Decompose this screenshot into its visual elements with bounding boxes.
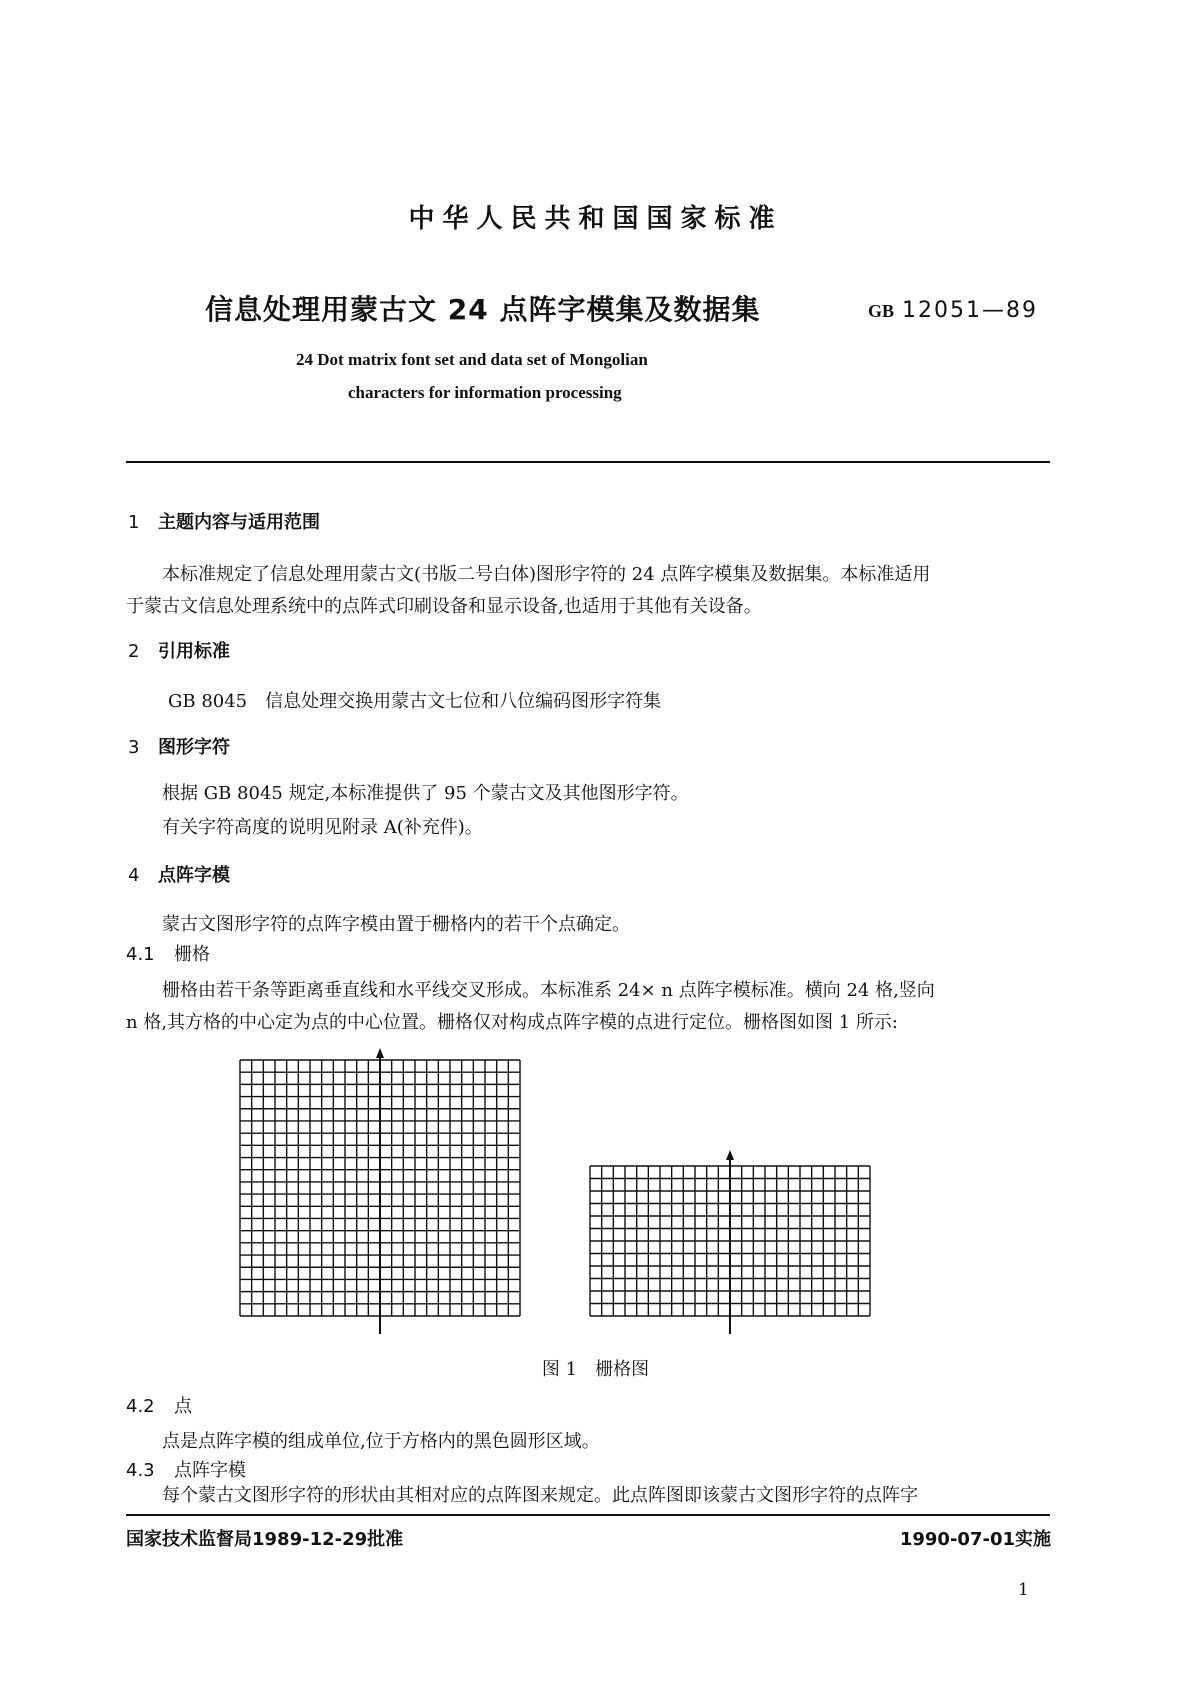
national-standard-heading: 中华人民共和国国家标准 — [408, 204, 783, 234]
section-4-2-number: 4.2 — [126, 1396, 155, 1417]
grid-diagram-left — [230, 1048, 540, 1338]
english-title-line-2: characters for information processing — [348, 383, 622, 402]
standard-code-number: 12051—89 — [902, 298, 1038, 323]
standard-code-prefix: GB — [868, 301, 895, 321]
section-2-title: 引用标准 — [158, 641, 230, 662]
section-1-heading — [128, 508, 320, 534]
section-4-1-heading — [126, 940, 210, 966]
section-4-2-heading — [126, 1392, 192, 1418]
section-1-paragraph-line-1: 本标准规定了信息处理用蒙古文(书版二号白体)图形字符的 24 点阵字模集及数据集。本标准适用 — [162, 564, 931, 585]
implementation-text: 1990-07-01实施 — [899, 1529, 1051, 1550]
page-number: 1 — [1018, 1580, 1029, 1600]
section-4-1-paragraph-line-2: n 格,其方格的中心定为点的中心位置。栅格仅对构成点阵字模的点进行定位。栅格图如图 1 所示: — [126, 1012, 898, 1033]
section-4-heading — [128, 861, 230, 887]
section-2-number: 2 — [128, 641, 140, 662]
header-rule — [126, 461, 1050, 463]
arrow-up-icon — [726, 1150, 734, 1160]
section-4-3-number: 4.3 — [126, 1460, 155, 1481]
section-4-paragraph: 蒙古文图形字符的点阵字模由置于栅格内的若干个点确定。 — [162, 914, 630, 935]
section-4-1-paragraph-line-1: 栅格由若干条等距离垂直线和水平线交叉形成。本标准系 24× n 点阵字模标准。横向 24 格,竖向 — [162, 980, 935, 1001]
section-4-2-title: 点 — [174, 1396, 192, 1417]
document-title: 信息处理用蒙古文 24 点阵字模集及数据集 — [205, 293, 761, 326]
section-2-reference: GB 8045 信息处理交换用蒙古文七位和八位编码图形字符集 — [168, 691, 662, 712]
section-1-number: 1 — [128, 512, 140, 533]
english-title-line-1: 24 Dot matrix font set and data set of Mongolian — [296, 350, 648, 369]
section-4-number: 4 — [128, 865, 140, 886]
arrow-up-icon — [376, 1048, 384, 1058]
section-2-heading — [128, 637, 230, 663]
figure-1-caption: 图 1 栅格图 — [541, 1359, 650, 1380]
section-4-1-title: 栅格 — [174, 944, 210, 965]
section-3-paragraph-line-2: 有关字符高度的说明见附录 A(补充件)。 — [162, 817, 483, 838]
section-3-heading — [128, 733, 230, 759]
section-3-paragraph-line-1: 根据 GB 8045 规定,本标准提供了 95 个蒙古文及其他图形字符。 — [162, 783, 689, 804]
standard-code — [868, 298, 1038, 323]
section-3-number: 3 — [128, 737, 140, 758]
grid-diagram-right — [580, 1150, 880, 1338]
section-4-title: 点阵字模 — [158, 865, 230, 886]
section-1-title: 主题内容与适用范围 — [158, 512, 320, 533]
section-4-1-number: 4.1 — [126, 944, 155, 965]
footer-rule — [126, 1514, 1050, 1516]
section-4-3-paragraph: 每个蒙古文图形字符的形状由其相对应的点阵图来规定。此点阵图即该蒙古文图形字符的点阵字 — [162, 1485, 918, 1506]
section-4-2-paragraph: 点是点阵字模的组成单位,位于方格内的黑色圆形区域。 — [162, 1431, 600, 1452]
section-3-title: 图形字符 — [158, 737, 230, 758]
section-4-3-title: 点阵字模 — [174, 1460, 246, 1481]
section-1-paragraph-line-2: 于蒙古文信息处理系统中的点阵式印刷设备和显示设备,也适用于其他有关设备。 — [126, 596, 762, 617]
approval-text: 国家技术监督局1989-12-29批准 — [126, 1529, 404, 1550]
